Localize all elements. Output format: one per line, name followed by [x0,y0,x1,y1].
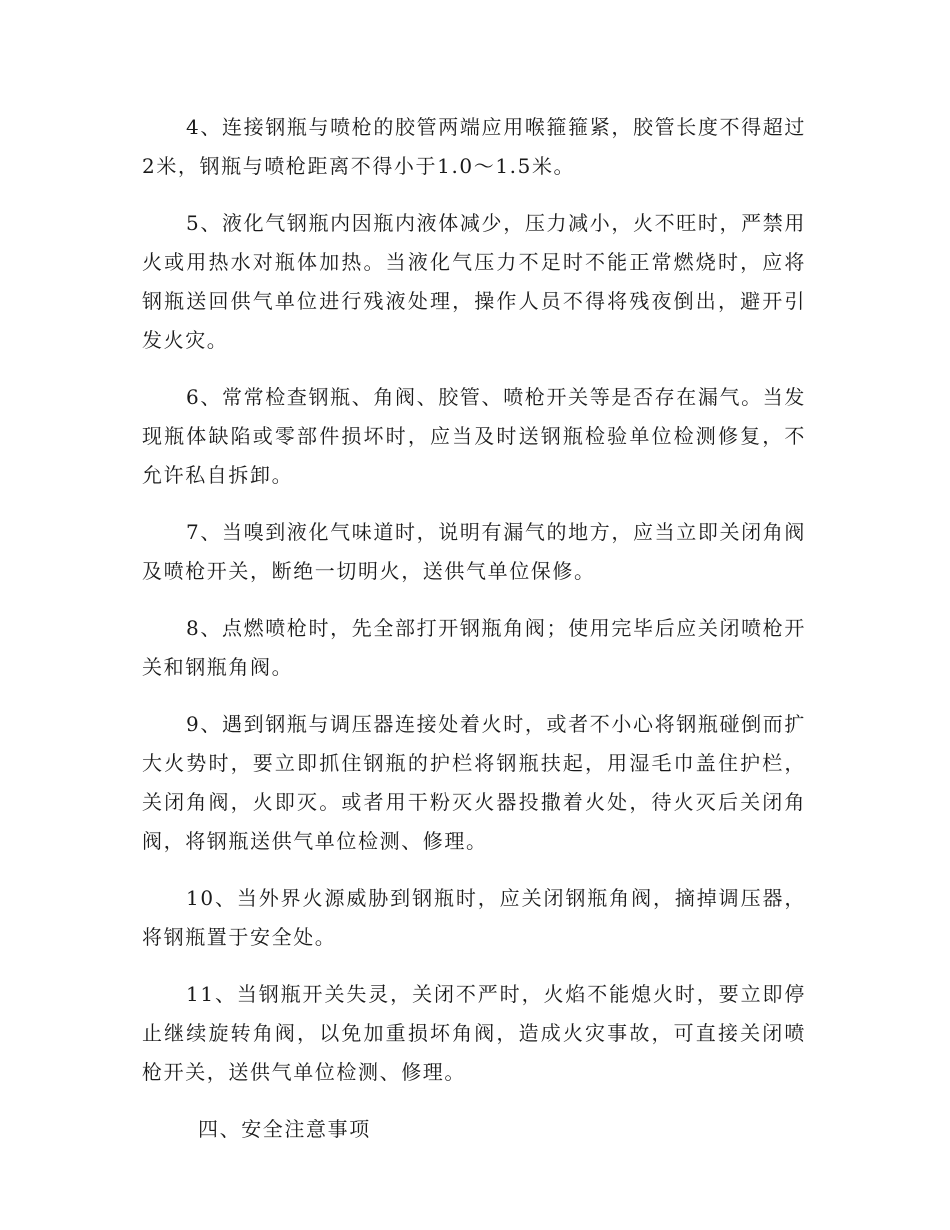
paragraph-item-5: 5、液化气钢瓶内因瓶内液体减少，压力减小，火不旺时，严禁用火或用热水对瓶体加热。当液化气压力不足时不能正常燃烧时，应将钢瓶送回供气单位进行残液处理，操作人员不得将残夜倒出，避开引发火灾。 [142,211,806,352]
section-heading: 四、安全注意事项 [198,1117,371,1141]
paragraph-item-9: 9、遇到钢瓶与调压器连接处着火时，或者不小心将钢瓶碰倒而扩大火势时，要立即抓住钢瓶的护栏将钢瓶扶起，用湿毛巾盖住护栏，关闭角阀，火即灭。或者用干粉灭火器投撒着火处，待火灭后关闭角阀，将钢瓶送供气单位检测、修理。 [142,712,806,853]
paragraph-item-8: 8、点燃喷枪时，先全部打开钢瓶角阀；使用完毕后应关闭喷枪开关和钢瓶角阀。 [142,616,806,679]
paragraph-item-4: 4、连接钢瓶与喷枪的胶管两端应用喉箍箍紧，胶管长度不得超过2米，钢瓶与喷枪距离不得小于1.0～1.5米。 [142,115,806,178]
paragraph-item-11: 11、当钢瓶开关失灵，关闭不严时，火焰不能熄火时，要立即停止继续旋转角阀，以免加重损坏角阀，造成火灾事故，可直接关闭喷枪开关，送供气单位检测、修理。 [142,982,806,1084]
paragraph-item-7: 7、当嗅到液化气味道时，说明有漏气的地方，应当立即关闭角阀及喷枪开关，断绝一切明火，送供气单位保修。 [142,520,806,583]
paragraph-item-6: 6、常常检查钢瓶、角阀、胶管、喷枪开关等是否存在漏气。当发现瓶体缺陷或零部件损坏时，应当及时送钢瓶检验单位检测修复，不允许私自拆卸。 [142,385,806,487]
document-body [142,108,806,1167]
paragraph-item-10: 10、当外界火源威胁到钢瓶时，应关闭钢瓶角阀，摘掉调压器，将钢瓶置于安全处。 [142,886,806,949]
